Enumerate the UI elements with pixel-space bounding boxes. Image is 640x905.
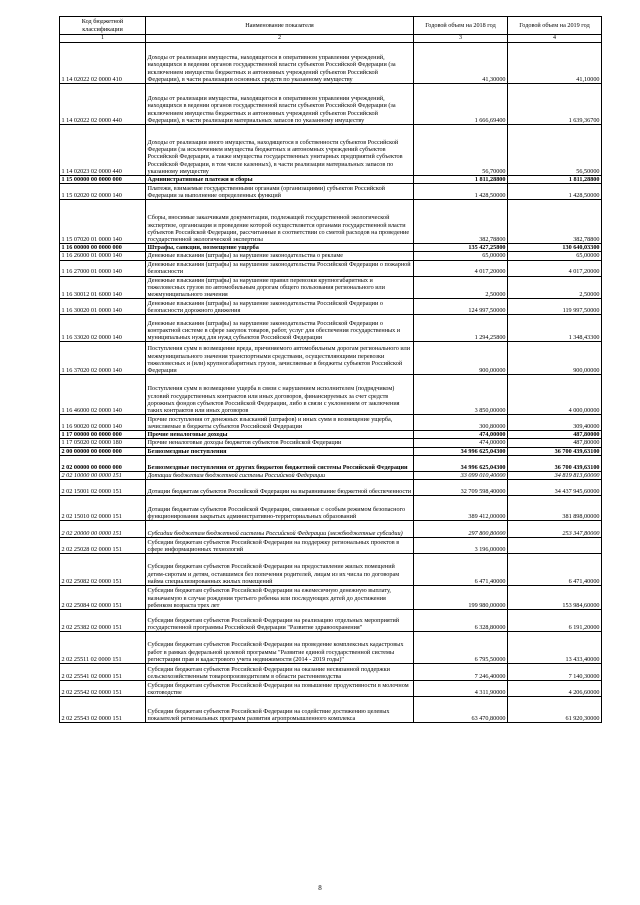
name-cell: Дотации бюджетам субъектов Российской Федерации, связанные с особым режимом безопасного функционирования закрытых административно-территориальных образований bbox=[146, 496, 414, 521]
value-2019-cell: 1 639,36700 bbox=[508, 84, 602, 125]
table-row bbox=[60, 342, 602, 375]
table-row bbox=[60, 184, 602, 200]
name-cell: Денежные взыскания (штрафы) за нарушение законодательства Российской Федерации о контрактной системе в сфере закупок товаров, работ, услуг для обеспечения государственных и муниципальных нужд для нужд субъектов Российской Федерации bbox=[146, 315, 414, 342]
budget-table bbox=[59, 16, 602, 723]
value-2018-cell: 389 412,00000 bbox=[414, 496, 508, 521]
name-cell: Дотации бюджетам бюджетной системы Российской Федерации bbox=[146, 471, 414, 479]
table-row bbox=[60, 260, 602, 276]
value-2018-cell: 34 996 625,04300 bbox=[414, 447, 508, 455]
value-2018-cell: 34 996 625,04300 bbox=[414, 455, 508, 471]
value-2019-cell: 253 347,80000 bbox=[508, 521, 602, 538]
value-2018-cell: 135 427,25800 bbox=[414, 244, 508, 252]
name-cell: Прочие поступления от денежных взысканий (штрафов) и иных сумм в возмещение ущерба, зачисляемые в бюджеты субъектов Российской Федерации bbox=[146, 415, 414, 431]
value-2018-cell: 56,70000 bbox=[414, 125, 508, 176]
code-cell: 1 16 30020 01 0000 140 bbox=[60, 299, 146, 315]
value-2018-cell: 1 811,28800 bbox=[414, 176, 508, 184]
index-4: 4 bbox=[508, 35, 602, 43]
value-2018-cell: 382,78800 bbox=[414, 200, 508, 244]
value-2018-cell: 3 196,00000 bbox=[414, 538, 508, 554]
code-cell: 1 16 27000 01 0000 140 bbox=[60, 260, 146, 276]
name-cell: Прочие неналоговые доходы бюджетов субъектов Российской Федерации bbox=[146, 439, 414, 447]
code-cell: 2 02 00000 00 0000 000 bbox=[60, 455, 146, 471]
name-cell: Субсидии бюджетам субъектов Российской Федерации на реализацию отдельных мероприятий государственной программы Российской Федерации "Развитие здравоохранения" bbox=[146, 610, 414, 632]
value-2019-cell: 36 700 439,63100 bbox=[508, 447, 602, 455]
name-cell: Субсидии бюджетам субъектов Российской Федерации на содействие достижению целевых показателей региональных программ развития агропромышленного комплекса bbox=[146, 697, 414, 723]
value-2018-cell: 1 428,50000 bbox=[414, 184, 508, 200]
code-cell: 2 02 25382 02 0000 151 bbox=[60, 610, 146, 632]
code-cell: 1 16 30012 01 6000 140 bbox=[60, 276, 146, 299]
code-cell: 2 02 20000 00 0000 151 bbox=[60, 521, 146, 538]
value-2018-cell: 474,00000 bbox=[414, 431, 508, 439]
name-cell: Безвозмездные поступления bbox=[146, 447, 414, 455]
value-2019-cell: 4 000,00000 bbox=[508, 375, 602, 415]
value-2018-cell: 7 246,40000 bbox=[414, 664, 508, 681]
value-2019-cell: 56,50000 bbox=[508, 125, 602, 176]
value-2018-cell: 199 980,00000 bbox=[414, 586, 508, 610]
name-cell: Субсидии бюджетам субъектов Российской Федерации на повышение продуктивности в молочном скотоводстве bbox=[146, 681, 414, 697]
name-cell: Субсидии бюджетам субъектов Российской Федерации на ежемесячную денежную выплату, назначаемую в случае рождения третьего ребенка или последующих детей до достижения ребенком возраста трех лет bbox=[146, 586, 414, 610]
name-cell: Прочие неналоговые доходы bbox=[146, 431, 414, 439]
table-row bbox=[60, 610, 602, 632]
table-row bbox=[60, 664, 602, 681]
value-2019-cell: 2,50000 bbox=[508, 276, 602, 299]
index-3: 3 bbox=[414, 35, 508, 43]
value-2019-cell: 41,10000 bbox=[508, 43, 602, 84]
table-row bbox=[60, 375, 602, 415]
table-row bbox=[60, 521, 602, 538]
value-2019-cell: 1 428,50000 bbox=[508, 184, 602, 200]
value-2019-cell: 487,80000 bbox=[508, 431, 602, 439]
name-cell: Субсидии бюджетам субъектов Российской Федерации на поддержку региональных проектов в сфере информационных технологий bbox=[146, 538, 414, 554]
name-cell: Доходы от реализации имущества, находящегося в оперативном управлении учреждений, находящихся в ведении органов государственной власти субъектов Российской Федерации (за исключением имущества бюджетных и автономных учреждений субъектов Российской Федерации), в части реализации основных средств по указанному имуществу bbox=[146, 43, 414, 84]
code-cell: 1 16 37020 02 0000 140 bbox=[60, 342, 146, 375]
value-2018-cell: 1 666,69400 bbox=[414, 84, 508, 125]
value-2018-cell: 6 328,80000 bbox=[414, 610, 508, 632]
value-2019-cell: 36 700 439,63100 bbox=[508, 455, 602, 471]
name-cell: Сборы, вносимые заказчиками документации, подлежащей государственной экологической экспертизе, организация и проведение которой осуществляется органами государственной власти субъектов Российской Федерации, рассчитанные в соответствии со сметой расходов на проведение государственной экологической экспертизы bbox=[146, 200, 414, 244]
name-cell: Административные платежи и сборы bbox=[146, 176, 414, 184]
value-2018-cell: 33 099 010,40000 bbox=[414, 471, 508, 479]
name-cell: Штрафы, санкции, возмещение ущерба bbox=[146, 244, 414, 252]
value-2019-cell: 130 640,03300 bbox=[508, 244, 602, 252]
header-2019: Годовой объем на 2019 год bbox=[508, 17, 602, 35]
code-cell: 2 02 25028 02 0000 151 bbox=[60, 538, 146, 554]
code-cell: 2 00 00000 00 0000 000 bbox=[60, 447, 146, 455]
value-2019-cell: 309,40000 bbox=[508, 415, 602, 431]
value-2019-cell: 4 206,60000 bbox=[508, 681, 602, 697]
value-2019-cell: 153 984,60000 bbox=[508, 586, 602, 610]
value-2019-cell: 65,00000 bbox=[508, 252, 602, 260]
header-code: Код бюджетной классификации bbox=[60, 17, 146, 35]
table-row bbox=[60, 431, 602, 439]
value-2018-cell: 63 470,80000 bbox=[414, 697, 508, 723]
name-cell: Денежные взыскания (штрафы) за нарушение правил перевозки крупногабаритных и тяжеловесных грузов по автомобильным дорогам общего пользования регионального или межмуниципального значения bbox=[146, 276, 414, 299]
value-2019-cell: 13 433,40000 bbox=[508, 632, 602, 664]
name-cell: Денежные взыскания (штрафы) за нарушение законодательства Российской Федерации о пожарной безопасности bbox=[146, 260, 414, 276]
value-2019-cell: 381 898,00000 bbox=[508, 496, 602, 521]
table-row bbox=[60, 43, 602, 84]
table-index-row bbox=[60, 35, 602, 43]
table-header-row bbox=[60, 17, 602, 35]
name-cell: Субсидии бюджетам субъектов Российской Федерации на проведение комплексных кадастровых работ в рамках федеральной целевой программы "Развитие единой государственной системы регистрации прав и кадастрового учета недвижимости (2014 - 2019 годы)" bbox=[146, 632, 414, 664]
value-2019-cell bbox=[508, 538, 602, 554]
value-2019-cell: 6 471,40000 bbox=[508, 554, 602, 586]
table-row bbox=[60, 681, 602, 697]
value-2018-cell: 6 471,40000 bbox=[414, 554, 508, 586]
name-cell: Денежные взыскания (штрафы) за нарушение законодательства о рекламе bbox=[146, 252, 414, 260]
table-row bbox=[60, 480, 602, 496]
name-cell: Денежные взыскания (штрафы) за нарушение законодательства Российской Федерации о безопасности дорожного движения bbox=[146, 299, 414, 315]
table-row bbox=[60, 697, 602, 723]
table-row bbox=[60, 315, 602, 342]
code-cell: 1 16 26000 01 0000 140 bbox=[60, 252, 146, 260]
value-2018-cell: 41,30000 bbox=[414, 43, 508, 84]
value-2019-cell: 7 140,30000 bbox=[508, 664, 602, 681]
value-2019-cell: 34 437 945,60000 bbox=[508, 480, 602, 496]
name-cell: Субсидии бюджетам бюджетной системы Российской Федерации (межбюджетные субсидии) bbox=[146, 521, 414, 538]
table-row bbox=[60, 252, 602, 260]
index-1: 1 bbox=[60, 35, 146, 43]
value-2018-cell: 2,50000 bbox=[414, 276, 508, 299]
name-cell: Поступления сумм в возмещение вреда, причиняемого автомобильным дорогам регионального или межмуниципального значения транспортными средствами, осуществляющими перевозки тяжеловесных и (или) крупногабаритных грузов, зачисляемые в бюджеты субъектов Российской Федерации bbox=[146, 342, 414, 375]
code-cell: 2 02 15010 02 0000 151 bbox=[60, 496, 146, 521]
value-2019-cell: 487,80000 bbox=[508, 439, 602, 447]
table-row bbox=[60, 84, 602, 125]
code-cell: 2 02 25541 02 0000 151 bbox=[60, 664, 146, 681]
name-cell: Дотации бюджетам субъектов Российской Федерации на выравнивание бюджетной обеспеченности bbox=[146, 480, 414, 496]
value-2019-cell: 61 920,30000 bbox=[508, 697, 602, 723]
value-2019-cell: 382,78800 bbox=[508, 200, 602, 244]
code-cell: 1 15 00000 00 0000 000 bbox=[60, 176, 146, 184]
name-cell: Доходы от реализации иного имущества, находящегося в собственности субъектов Российской Федерации (за исключением имущества бюджетных и автономных учреждений субъектов Российской Федерации, а также имущества государственных унитарных предприятий субъектов Российской Федерации, в том числе казенных), в части реализации материальных запасов по указанному имуществу bbox=[146, 125, 414, 176]
page-number: 8 bbox=[318, 884, 322, 892]
code-cell: 2 02 25082 02 0000 151 bbox=[60, 554, 146, 586]
value-2018-cell: 474,00000 bbox=[414, 439, 508, 447]
header-2018: Годовой объем на 2018 год bbox=[414, 17, 508, 35]
value-2019-cell: 34 819 813,60000 bbox=[508, 471, 602, 479]
code-cell: 1 15 02020 02 0000 140 bbox=[60, 184, 146, 200]
code-cell: 2 02 25511 02 0000 151 bbox=[60, 632, 146, 664]
table-row bbox=[60, 299, 602, 315]
value-2019-cell: 4 017,20000 bbox=[508, 260, 602, 276]
code-cell: 2 02 25543 02 0000 151 bbox=[60, 697, 146, 723]
index-2: 2 bbox=[146, 35, 414, 43]
name-cell: Субсидии бюджетам субъектов Российской Федерации на предоставление жилых помещений детям-сиротам и детям, оставшимся без попечения родителей, лицам из их числа по договорам найма специализированных жилых помещений bbox=[146, 554, 414, 586]
document-sheet bbox=[59, 16, 601, 723]
table-row bbox=[60, 471, 602, 479]
value-2018-cell: 300,80000 bbox=[414, 415, 508, 431]
code-cell: 1 14 02022 02 0000 440 bbox=[60, 84, 146, 125]
value-2018-cell: 297 800,80000 bbox=[414, 521, 508, 538]
value-2019-cell: 1 348,43300 bbox=[508, 315, 602, 342]
table-row bbox=[60, 125, 602, 176]
table-row bbox=[60, 176, 602, 184]
code-cell: 1 16 46000 02 0000 140 bbox=[60, 375, 146, 415]
value-2019-cell: 1 811,28800 bbox=[508, 176, 602, 184]
value-2018-cell: 32 709 598,40000 bbox=[414, 480, 508, 496]
table-row bbox=[60, 586, 602, 610]
name-cell: Безвозмездные поступления от других бюджетов бюджетной системы Российской Федерации bbox=[146, 455, 414, 471]
table-row bbox=[60, 447, 602, 455]
value-2018-cell: 65,00000 bbox=[414, 252, 508, 260]
table-row bbox=[60, 538, 602, 554]
table-row bbox=[60, 496, 602, 521]
value-2019-cell: 119 997,50000 bbox=[508, 299, 602, 315]
name-cell: Платежи, взимаемые государственными органами (организациями) субъектов Российской Федерации за выполнение определенных функций bbox=[146, 184, 414, 200]
table-row bbox=[60, 439, 602, 447]
code-cell: 2 02 10000 00 0000 151 bbox=[60, 471, 146, 479]
value-2018-cell: 4 311,90000 bbox=[414, 681, 508, 697]
value-2019-cell: 900,00000 bbox=[508, 342, 602, 375]
name-cell: Доходы от реализации имущества, находящегося в оперативном управлении учреждений, находящихся в ведении органов государственной власти субъектов Российской Федерации (за исключением имущества бюджетных и автономных учреждений субъектов Российской Федерации), в части реализации материальных запасов по указанному имуществу bbox=[146, 84, 414, 125]
table-row bbox=[60, 554, 602, 586]
value-2018-cell: 3 850,00000 bbox=[414, 375, 508, 415]
value-2018-cell: 1 294,25800 bbox=[414, 315, 508, 342]
code-cell: 2 02 25084 02 0000 151 bbox=[60, 586, 146, 610]
table-body bbox=[60, 43, 602, 723]
code-cell: 1 16 90020 02 0000 140 bbox=[60, 415, 146, 431]
table-row bbox=[60, 415, 602, 431]
value-2018-cell: 124 997,50000 bbox=[414, 299, 508, 315]
code-cell: 2 02 15001 02 0000 151 bbox=[60, 480, 146, 496]
code-cell: 1 17 00000 00 0000 000 bbox=[60, 431, 146, 439]
table-row bbox=[60, 276, 602, 299]
value-2018-cell: 900,00000 bbox=[414, 342, 508, 375]
table-row bbox=[60, 200, 602, 244]
code-cell: 1 16 00000 00 0000 000 bbox=[60, 244, 146, 252]
code-cell: 1 15 07020 01 0000 140 bbox=[60, 200, 146, 244]
name-cell: Поступления сумм в возмещение ущерба в связи с нарушением исполнителем (подрядчиком) условий государственных контрактов или иных договоров, финансируемых за счет средств дорожных фондов субъектов Российской Федерации, либо в связи с уклонением от заключения таких контрактов или иных договоров bbox=[146, 375, 414, 415]
table-row bbox=[60, 632, 602, 664]
value-2018-cell: 4 017,20000 bbox=[414, 260, 508, 276]
table-row bbox=[60, 455, 602, 471]
code-cell: 1 14 02022 02 0000 410 bbox=[60, 43, 146, 84]
header-name: Наименование показателя bbox=[146, 17, 414, 35]
code-cell: 2 02 25542 02 0000 151 bbox=[60, 681, 146, 697]
name-cell: Субсидии бюджетам субъектов Российской Федерации на оказание несвязанной поддержки сельскохозяйственным товаропроизводителям в области растениеводства bbox=[146, 664, 414, 681]
value-2019-cell: 6 191,20000 bbox=[508, 610, 602, 632]
code-cell: 1 14 02023 02 0000 440 bbox=[60, 125, 146, 176]
code-cell: 1 16 33020 02 0000 140 bbox=[60, 315, 146, 342]
value-2018-cell: 6 795,50000 bbox=[414, 632, 508, 664]
code-cell: 1 17 05020 02 0000 180 bbox=[60, 439, 146, 447]
table-row bbox=[60, 244, 602, 252]
